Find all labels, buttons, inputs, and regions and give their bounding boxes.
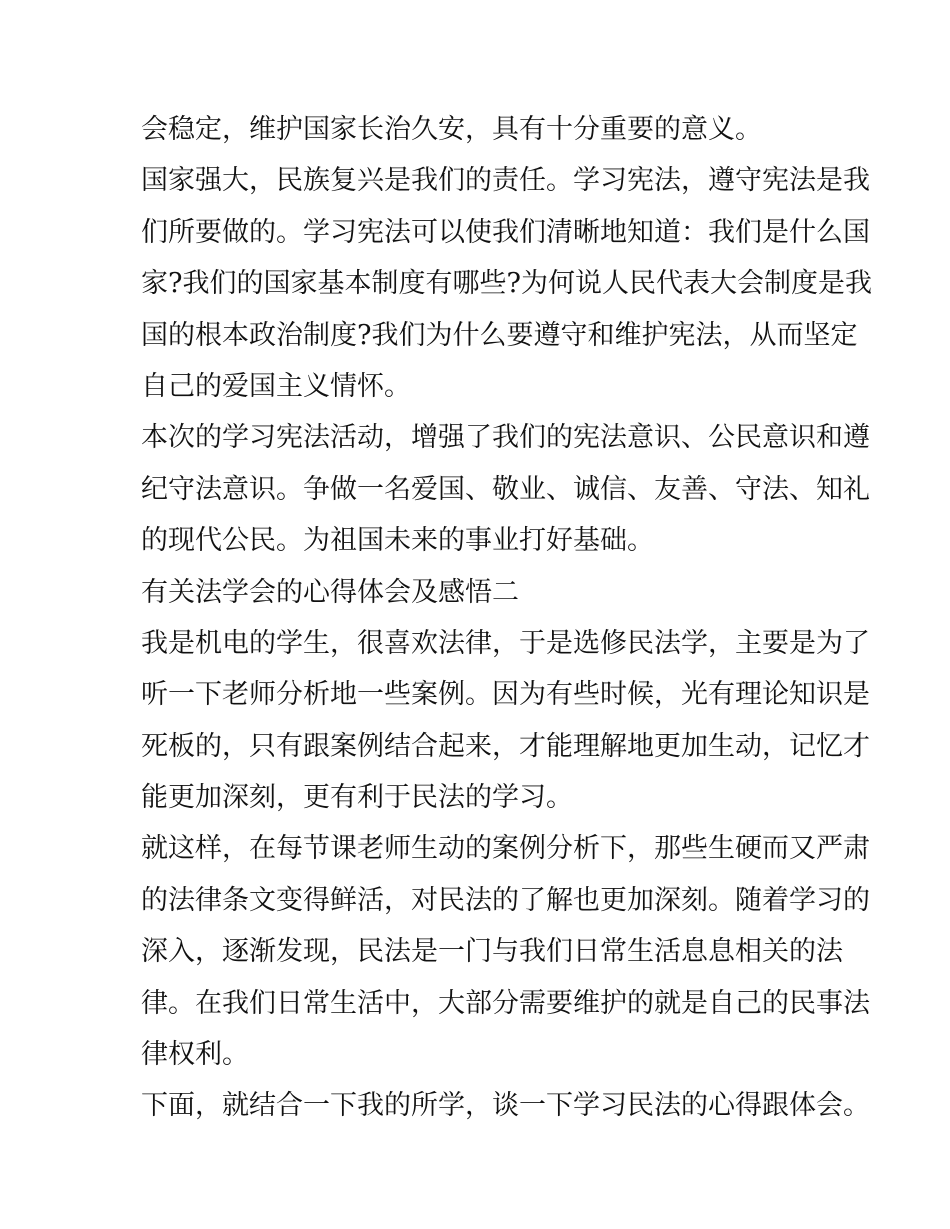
- paragraph-civil-law-intro: [141, 618, 870, 824]
- text-line: 就这样，在每节课老师生动的案例分析下，那些生硬而又严肃: [141, 833, 870, 865]
- text-line: 会稳定，维护国家长治久安，具有十分重要的意义。: [141, 114, 762, 145]
- document-body: [141, 104, 872, 1132]
- paragraph-closing: [141, 1080, 870, 1131]
- heading-line: 有关法学会的心得体会及感悟二: [141, 576, 519, 608]
- text-line: 纪守法意识。争做一名爱国、敬业、诚信、友善、守法、知礼: [141, 473, 870, 505]
- paragraph-continuation: [141, 104, 821, 155]
- text-line: 家?我们的国家基本制度有哪些?为何说人民代表大会制度是我: [141, 268, 872, 300]
- paragraph-case-analysis: [141, 823, 870, 1080]
- text-line: 国家强大，民族复兴是我们的责任。学习宪法，遵守宪法是我: [141, 165, 870, 197]
- text-line: 本次的学习宪法活动，增强了我们的宪法意识、公民意识和遵: [141, 422, 870, 454]
- section-heading: [141, 567, 821, 618]
- text-line: 国的根本政治制度?我们为什么要遵守和维护宪法，从而坚定: [141, 319, 858, 351]
- text-line: 听一下老师分析地一些案例。因为有些时候，光有理论知识是: [141, 679, 870, 711]
- paragraph-activity-summary: [141, 412, 870, 566]
- text-line: 律。在我们日常生活中，大部分需要维护的就是自己的民事法: [141, 987, 870, 1019]
- paragraph-constitution-study: [141, 155, 872, 412]
- text-line: 的现代公民。为祖国未来的事业打好基础。: [141, 525, 654, 557]
- text-line: 的法律条文变得鲜活，对民法的了解也更加深刻。随着学习的: [141, 884, 870, 916]
- text-line: 我是机电的学生，很喜欢法律，于是选修民法学，主要是为了: [141, 627, 870, 659]
- text-line: 们所要做的。学习宪法可以使我们清晰地知道：我们是什么国: [141, 216, 870, 248]
- text-line: 自己的爱国主义情怀。: [141, 370, 411, 402]
- text-line: 深入，逐渐发现，民法是一门与我们日常生活息息相关的法: [141, 936, 843, 968]
- text-line: 下面，就结合一下我的所学，谈一下学习民法的心得跟体会。: [141, 1090, 870, 1122]
- text-line: 死板的，只有跟案例结合起来，才能理解地更加生动，记忆才: [141, 730, 870, 762]
- text-line: 能更加深刻，更有利于民法的学习。: [141, 782, 573, 814]
- text-line: 律权利。: [141, 1039, 249, 1071]
